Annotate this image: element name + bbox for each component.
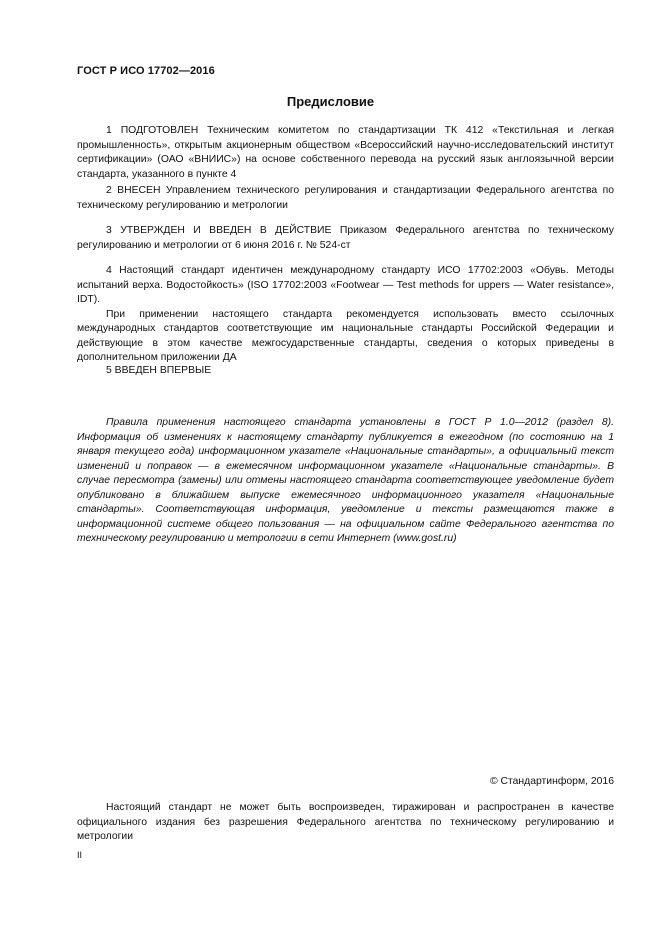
page-number: II	[77, 850, 83, 860]
foreword-item-4-note: При применении настоящего стандарта рекомендуется использовать вместо ссылочных международных стандартов соответствующие им национальные стандарты Российской Федерации и действующие в этом качестве межгосударственные стандарты, сведения о которых приведены в дополнительном приложении ДА	[77, 308, 614, 363]
foreword-item-3-text: 3 УТВЕРЖДЕН И ВВЕДЕН В ДЕЙСТВИЕ Приказом Федерального агентства по техническому регулированию и метрологии от 6 июня 2016 г. № 524-ст	[77, 225, 614, 251]
foreword-item-5-text: 5 ВВЕДЕН ВПЕРВЫЕ	[106, 365, 212, 376]
foreword-item-5	[77, 364, 614, 379]
foreword-item-2-text: 2 ВНЕСЕН Управлением технического регулирования и стандартизации Федерального агентства по техническому регулированию и метрологии	[77, 185, 614, 211]
application-rules-block	[77, 416, 614, 547]
application-rules-text: Правила применения настоящего стандарта установлены в ГОСТ Р 1.0—2012 (раздел 8). Информация об изменениях к настоящему стандарту публикуется в ежегодном (по состоянию на 1 января текущего года) информационном указателе «Национальные стандарты», а официальный текст изменений и поправок — в ежемесячном информационном указателе «Национальные стандарты». В случае пересмотра (замены) или отмены настоящего стандарта соответствующее уведомление будет опубликовано в ближайшем выпуске ежемесячного информационного указателя «Национальные стандарты». Соответствующая информация, уведомление и тексты размещаются также в информационной системе общего пользования — на официальном сайте Федерального агентства по техническому регулированию и метрологии в сети Интернет (www.gost.ru)	[77, 417, 614, 544]
copyright-notice: © Стандартинформ, 2016	[489, 776, 614, 787]
foreword-item-1	[77, 124, 614, 182]
page-title: Предисловие	[286, 94, 375, 109]
foreword-item-4	[77, 264, 614, 366]
reproduction-notice-text: Настоящий стандарт не может быть воспроизведен, тиражирован и распространен в качестве официального издания без разрешения Федерального агентства по техническому регулированию и метрологии	[77, 802, 614, 842]
foreword-item-4-text: 4 Настоящий стандарт идентичен международному стандарту ИСО 17702:2003 «Обувь. Методы испытаний верха. Водостойкость» (ISO 17702:2003 «Footwear — Test methods for uppers — Water resistance», IDT).	[77, 265, 614, 305]
reproduction-notice-block	[77, 801, 614, 845]
foreword-item-3	[77, 224, 614, 253]
foreword-item-1-text: 1 ПОДГОТОВЛЕН Техническим комитетом по стандартизации ТК 412 «Текстильная и легкая промышленность», открытым акционерным обществом «Всероссийский научно-исследовательский институт сертификации» (ОАО «ВНИИС») на основе собственного перевода на русский язык англоязычной версии стандарта, указанного в пункте 4	[77, 125, 614, 180]
foreword-item-2	[77, 184, 614, 213]
standard-code-header: ГОСТ Р ИСО 17702—2016	[77, 65, 215, 77]
